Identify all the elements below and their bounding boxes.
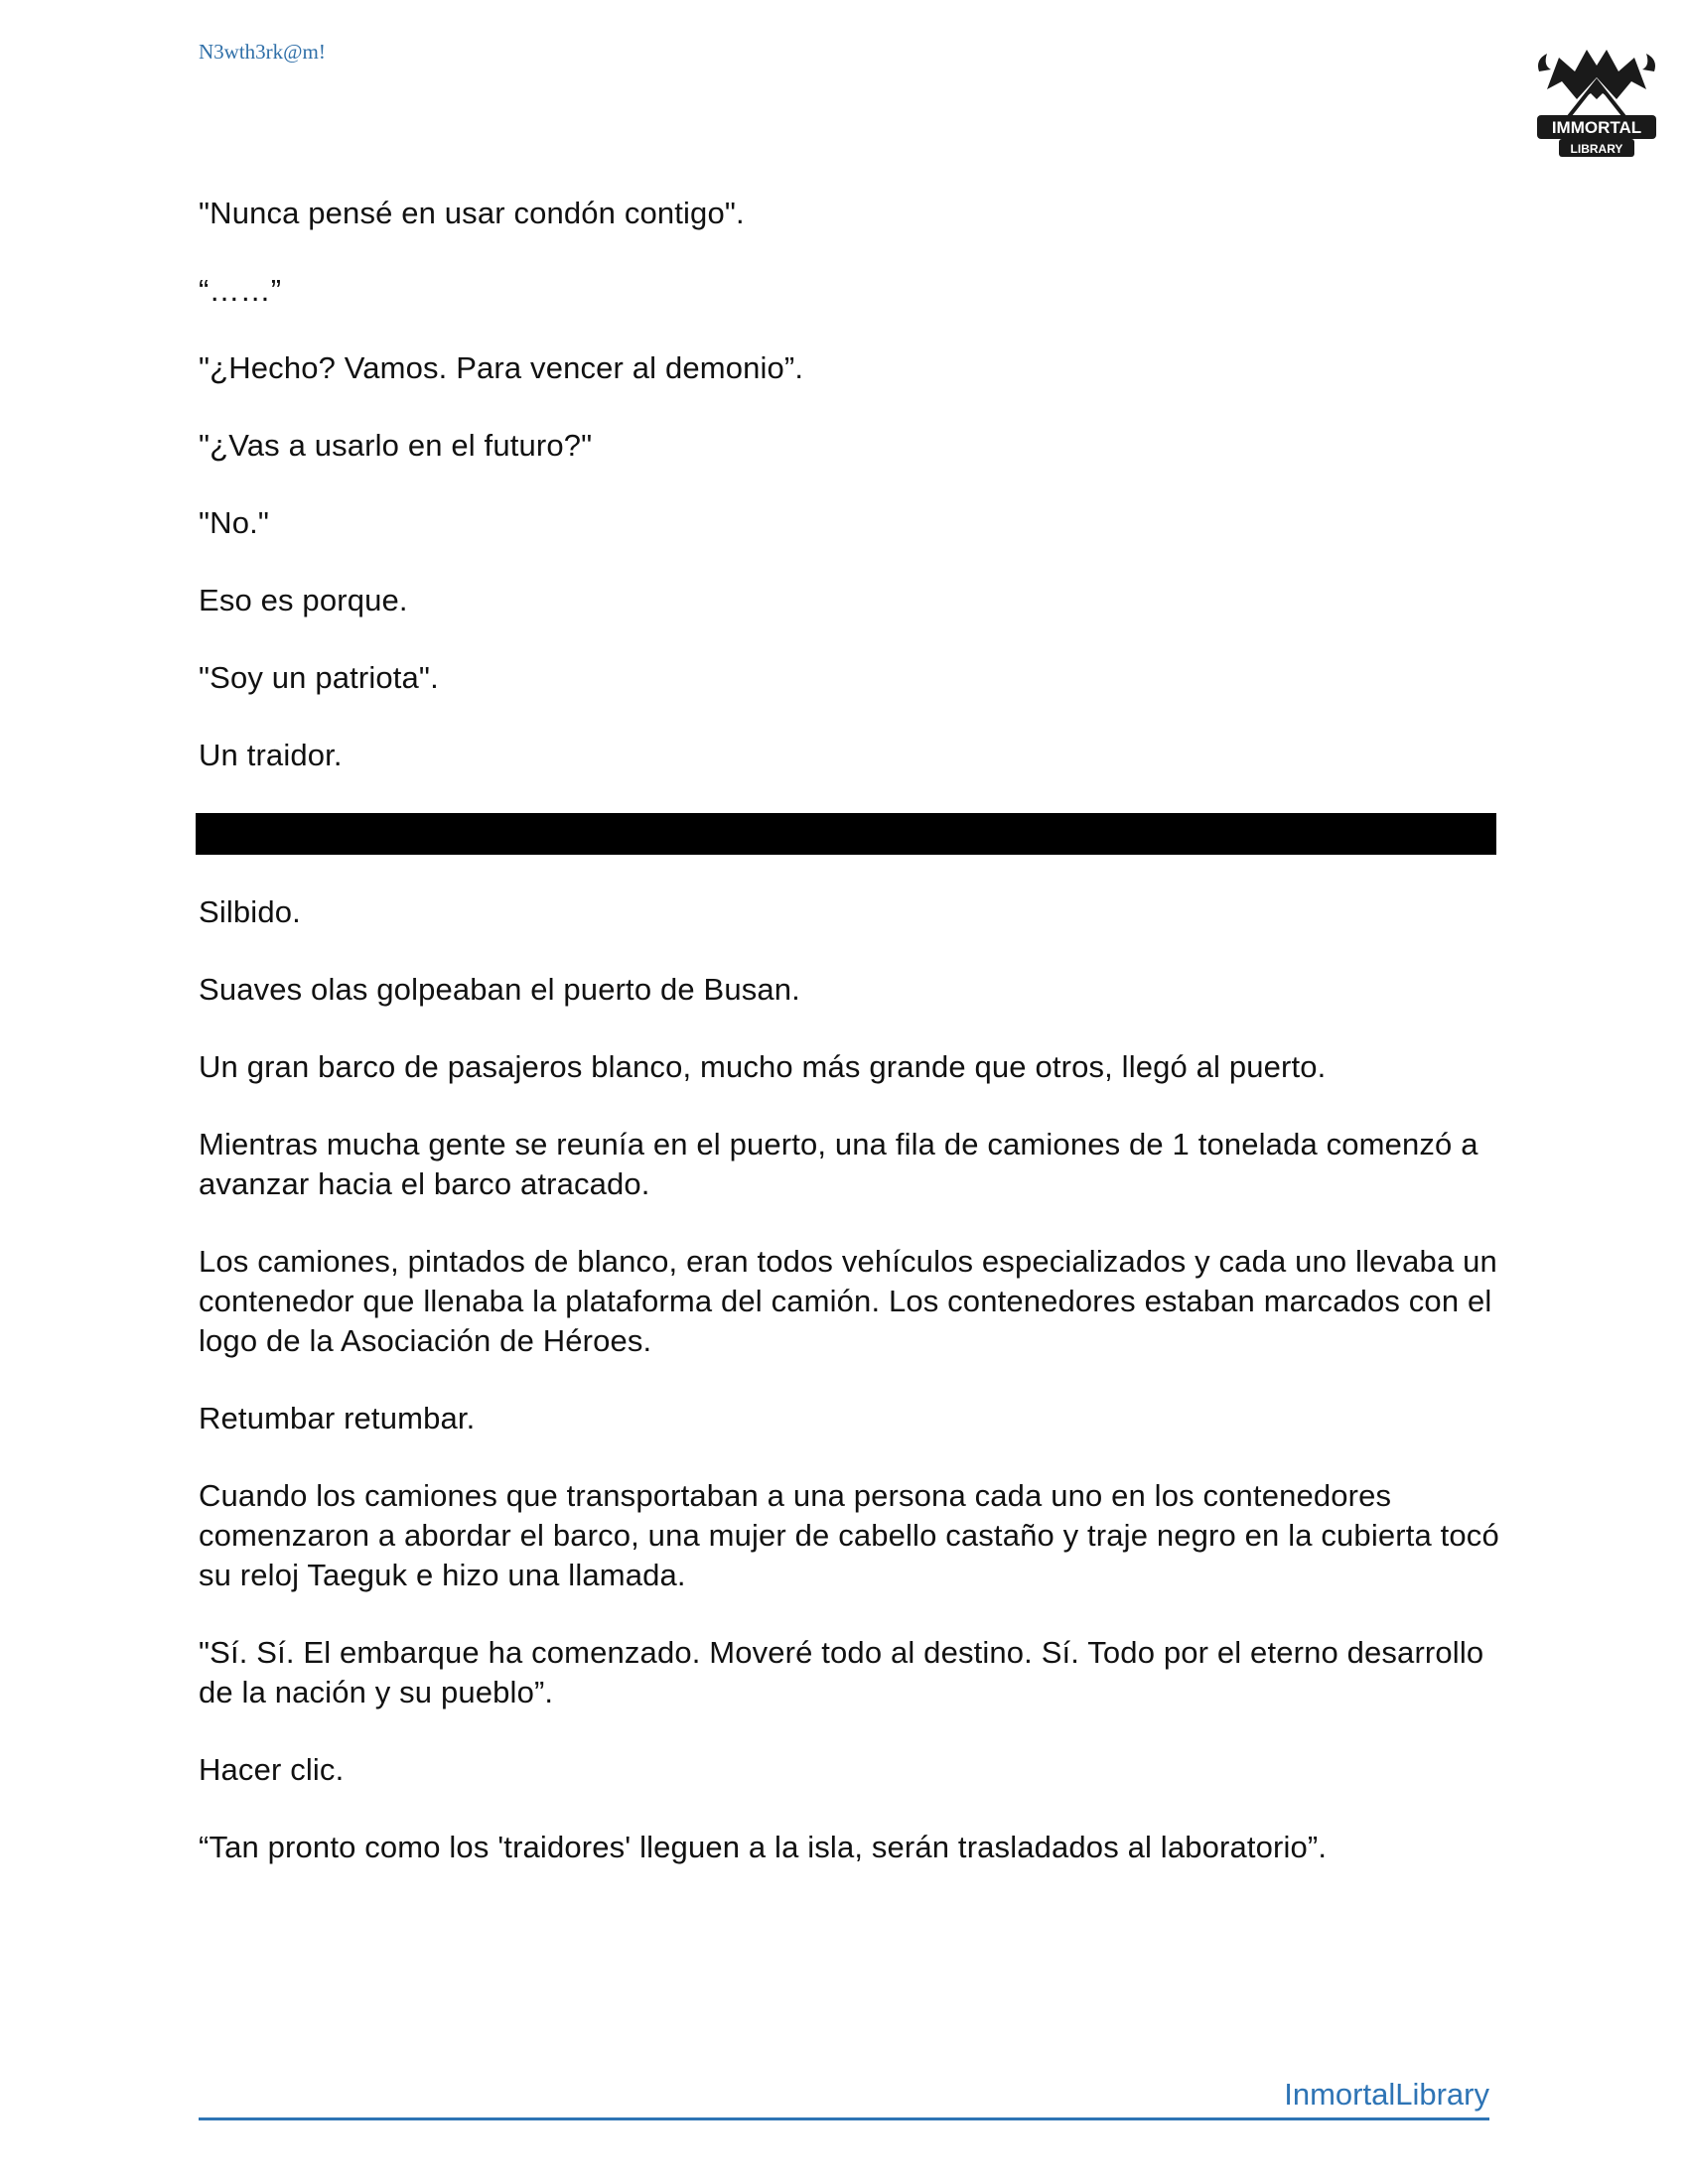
paragraph: "¿Vas a usarlo en el futuro?" <box>199 428 593 463</box>
header-watermark: N3wth3rk@m! <box>199 40 326 64</box>
section-divider <box>196 813 1496 855</box>
logo-text-line2: LIBRARY <box>1570 142 1623 156</box>
paragraph: Retumbar retumbar. <box>199 1401 476 1435</box>
paragraph: Eso es porque. <box>199 583 408 617</box>
paragraph: "¿Hecho? Vamos. Para vencer al demonio”. <box>199 350 804 385</box>
footer-link[interactable]: InmortalLibrary <box>1284 2077 1489 2112</box>
paragraph: Hacer clic. <box>199 1752 345 1787</box>
paragraph: “Tan pronto como los 'traidores' lleguen a la isla, serán trasladados al laboratorio”. <box>199 1830 1328 1864</box>
paragraph: Un gran barco de pasajeros blanco, mucho más grande que otros, llegó al puerto. <box>199 1049 1327 1084</box>
paragraph: “……” <box>199 273 282 308</box>
paragraph: "Nunca pensé en usar condón contigo". <box>199 196 745 230</box>
paragraph: "No." <box>199 505 269 540</box>
paragraph: Cuando los camiones que transportaban a una persona cada uno en los contenedores comenzaron a abordar el barco, una mujer de cabello castaño y traje negro en la cubierta tocó su reloj Taeguk e hizo una llamada. <box>199 1478 1499 1592</box>
paragraph: Silbido. <box>199 894 301 929</box>
paragraph: Mientras mucha gente se reunía en el puerto, una fila de camiones de 1 tonelada comenzó a avanzar hacia el barco atracado. <box>199 1127 1478 1201</box>
paragraph: Un traidor. <box>199 738 343 772</box>
paragraph: "Sí. Sí. El embarque ha comenzado. Moveré todo al destino. Sí. Todo por el eterno desarrollo de la nación y su pueblo”. <box>199 1635 1484 1709</box>
logo-text-line1: IMMORTAL <box>1551 118 1642 137</box>
paragraph: Suaves olas golpeaban el puerto de Busan. <box>199 972 800 1007</box>
footer-rule <box>199 2117 1489 2120</box>
paragraph: Los camiones, pintados de blanco, eran todos vehículos especializados y cada uno llevaba un contenedor que llenaba la plataforma del camión. Los contenedores estaban marcados con el logo de la Asociación de Héroes. <box>199 1244 1497 1358</box>
document-body <box>199 194 1499 1905</box>
immortal-library-logo-icon <box>1517 20 1676 179</box>
paragraph: "Soy un patriota". <box>199 660 439 695</box>
